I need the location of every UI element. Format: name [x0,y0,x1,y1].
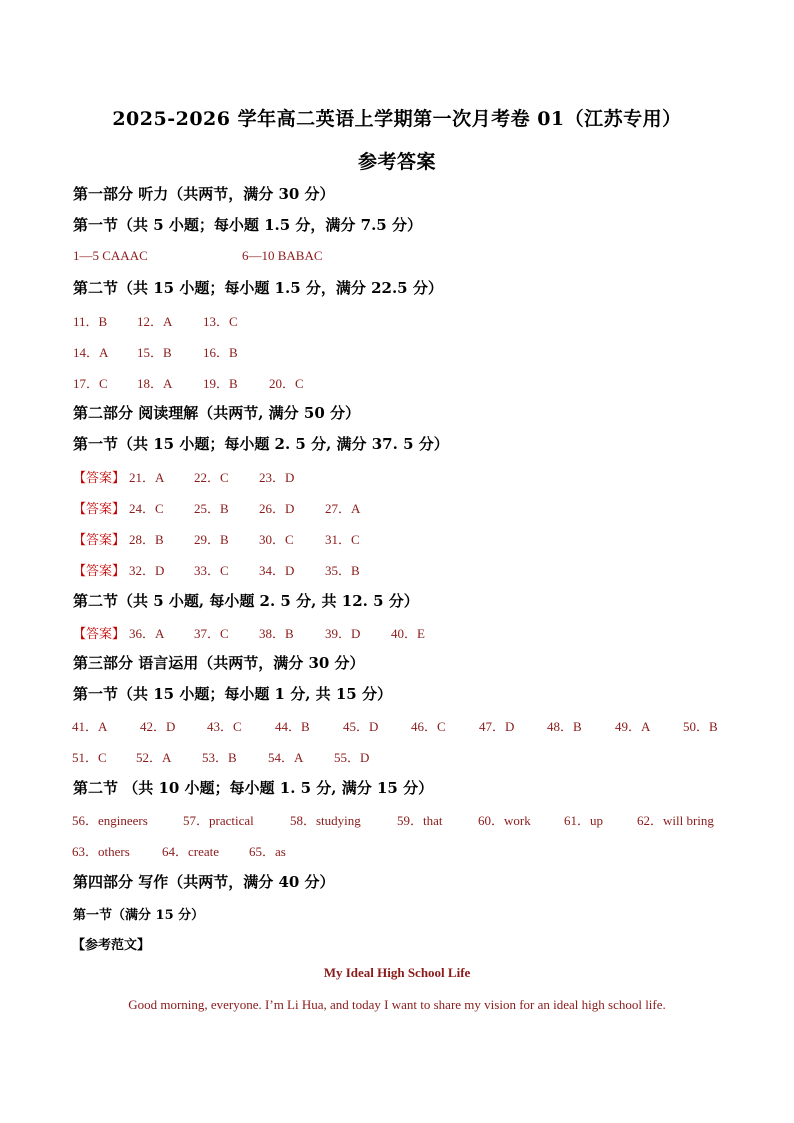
answer-item: 12．A [137,314,173,329]
answer-item: 49．A [615,719,651,734]
answer-item: 37．C [194,626,229,641]
answer-item: 53．B [202,750,237,765]
answer-item: 30．C [259,532,294,547]
answer-item: 59．that [397,813,443,828]
answer-item: 40．E [391,626,425,641]
answer-item: 51．C [72,750,107,765]
answer-item: 14．A [73,345,109,360]
answer-item: 31．C [325,532,360,547]
answer-item: 62．will bring [637,813,714,828]
page-title: 2025-2026 学年高二英语上学期第一次月考卷 01（江苏专用） [112,108,682,130]
part2-sec1-heading: 第一节（共 15 小题；每小题 2. 5 分, 满分 37. 5 分） [73,435,449,453]
answer-item: 20．C [269,376,304,391]
answer-item: 21．A [129,470,165,485]
answer-item: 19．B [203,376,238,391]
part2-heading: 第二部分 阅读理解（共两节, 满分 50 分） [73,404,360,422]
answer-tag: 【答案】 [73,564,126,579]
answer-item: 35．B [325,563,360,578]
answer-item: 26．D [259,501,295,516]
answer-group: 6—10 BABAC [242,248,323,263]
answer-item: 60．work [478,813,531,828]
answer-item: 41．A [72,719,108,734]
answer-tag: 【答案】 [73,627,126,642]
essay-title: My Ideal High School Life [323,965,471,980]
answer-item: 39．D [325,626,361,641]
answer-item: 17．C [73,376,108,391]
answer-item: 46．C [411,719,446,734]
answer-item: 18．A [137,376,173,391]
answer-item: 25．B [194,501,229,516]
answer-item: 48．B [547,719,582,734]
sample-essay-label: 【参考范文】 [72,938,151,953]
answer-item: 42．D [140,719,176,734]
part2-sec2-heading: 第二节（共 5 小题, 每小题 2. 5 分, 共 12. 5 分） [73,592,419,610]
answer-item: 11．B [73,314,108,329]
answer-item: 57．practical [183,813,254,828]
answer-tag: 【答案】 [73,471,126,486]
answer-item: 15．B [137,345,172,360]
part3-sec1-heading: 第一节（共 15 小题；每小题 1 分, 共 15 分） [73,685,392,703]
part3-heading: 第三部分 语言运用（共两节，满分 30 分） [73,654,365,672]
answer-item: 22．C [194,470,229,485]
answer-item: 16．B [203,345,238,360]
answer-item: 65．as [249,844,286,859]
answer-item: 43．C [207,719,242,734]
answer-item: 33．C [194,563,229,578]
answer-item: 36．A [129,626,165,641]
answer-tag: 【答案】 [73,502,126,517]
answer-item: 63．others [72,844,130,859]
part3-sec2-heading: 第二节 （共 10 小题；每小题 1. 5 分, 满分 15 分） [73,779,434,797]
part1-sec1-heading: 第一节（共 5 小题；每小题 1.5 分，满分 7.5 分） [73,216,422,234]
part1-sec2-heading: 第二节（共 15 小题；每小题 1.5 分，满分 22.5 分） [73,279,443,297]
answer-item: 29．B [194,532,229,547]
answer-item: 24．C [129,501,164,516]
part4-heading: 第四部分 写作（共两节，满分 40 分） [73,873,335,891]
answer-item: 32．D [129,563,165,578]
part4-sec1-heading: 第一节（满分 15 分） [73,908,205,923]
answer-item: 58．studying [290,813,361,828]
answer-item: 61．up [564,813,604,828]
answer-item: 56．engineers [72,813,148,828]
answer-item: 64．create [162,844,220,859]
essay-line: Good morning, everyone. I’m Li Hua, and today I want to share my vision for an ideal high school life. [128,997,666,1012]
page-subtitle: 参考答案 [357,151,436,173]
answer-item: 28．B [129,532,164,547]
answer-item: 44．B [275,719,310,734]
answer-item: 45．D [343,719,379,734]
answer-item: 13．C [203,314,238,329]
answer-item: 34．D [259,563,295,578]
answer-item: 54．A [268,750,304,765]
answer-item: 55．D [334,750,370,765]
answer-item: 38．B [259,626,294,641]
answer-item: 52．A [136,750,172,765]
answer-item: 23．D [259,470,295,485]
answer-group: 1—5 CAAAC [73,248,148,263]
answer-tag: 【答案】 [73,533,126,548]
answer-item: 47．D [479,719,515,734]
part1-heading: 第一部分 听力（共两节，满分 30 分） [73,185,335,203]
answer-item: 50．B [683,719,718,734]
answer-item: 27．A [325,501,361,516]
